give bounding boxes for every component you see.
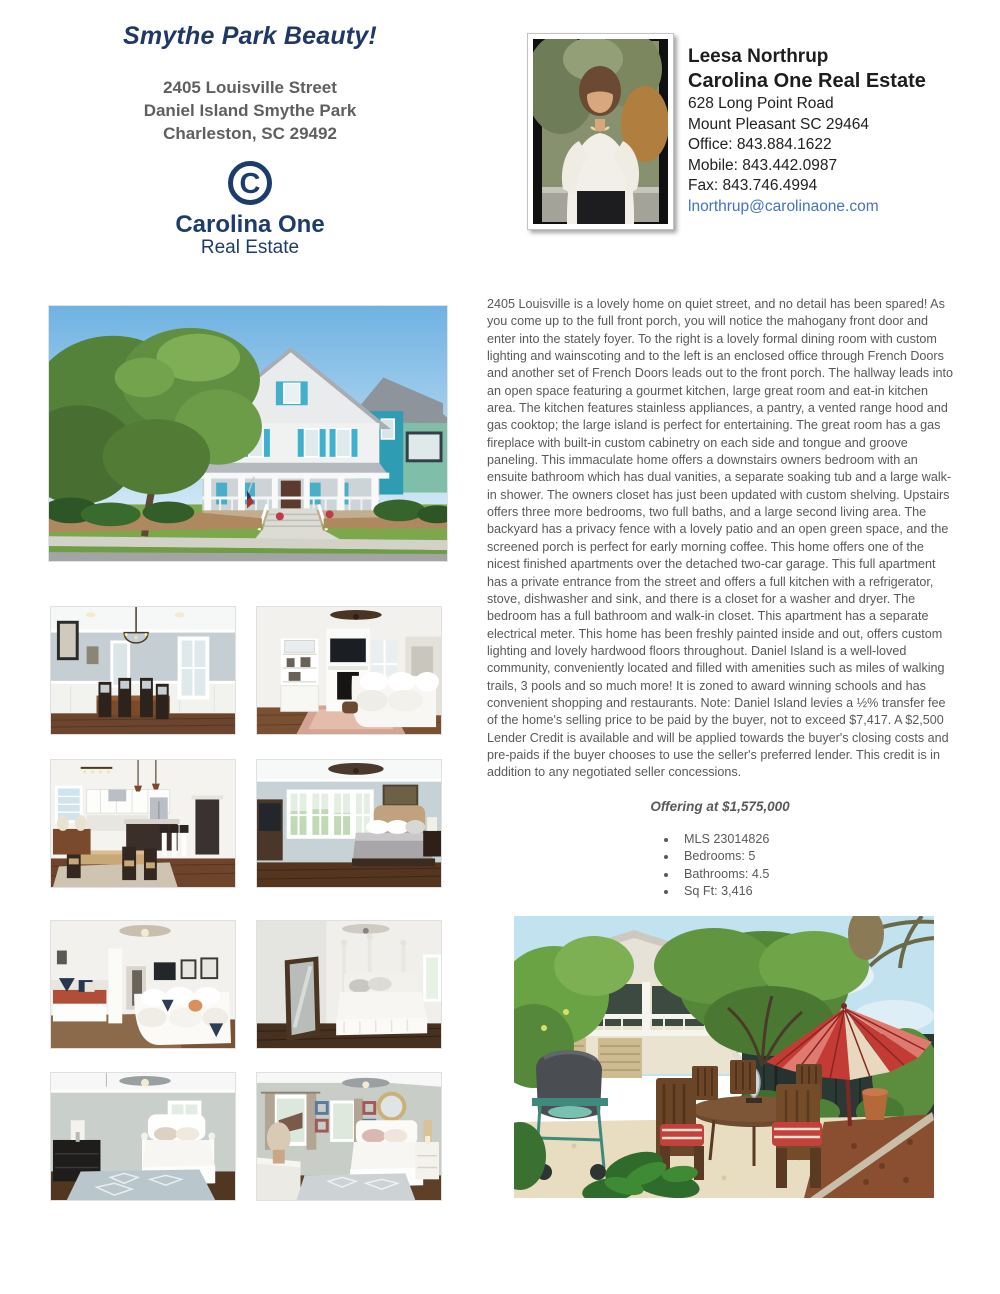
- spec-bathrooms: • Bathrooms: 4.5: [678, 866, 769, 883]
- agent-name: Leesa Northrup: [688, 46, 829, 67]
- agent-headshot-image: [533, 39, 668, 224]
- agent-street: 628 Long Point Road: [688, 95, 834, 112]
- spec-bedrooms: • Bedrooms: 5: [678, 848, 769, 865]
- listing-specs: [651, 831, 769, 900]
- agent-office-phone: Office: 843.884.1622: [688, 136, 832, 153]
- logo-tagline: Real Estate: [200, 237, 300, 258]
- agent-contact-block: [688, 44, 973, 217]
- agent-city: Mount Pleasant SC 29464: [688, 115, 869, 133]
- photo-media-room: [50, 920, 236, 1049]
- offering-price: Offering at $1,575,000: [650, 799, 790, 814]
- property-address: [50, 76, 450, 145]
- address-line: Charleston, SC 29492: [163, 124, 337, 143]
- listing-description: 2405 Louisville is a lovely home on quiet street, and no detail has been spared! As you come up to the full front porch, you will notice the mahogany front door and enter into the stately foyer. To the right is a lovely formal dining room with custom lighting and wainscoting and to the left is an enclosed office through French Doors and another set of French Doors leads out to the front porch. The hallway leads into an open space featuring a gourmet kitchen, large great room and eat-in kitchen area. The kitchen features stainless appliances, a pantry, a vented range hood and gas cooktop; the large island is perfect for entertaining. The great room has a gas fireplace with built-in custom cabinetry on each side and tongue and groove paneling. This immaculate home offers a downstairs owners bedroom with an ensuite bathroom which has dual vanities, a separate soaking tub and a large walk-in shower. The owners closet has just been updated with custom shelving. Upstairs offers three more bedrooms, two full baths, and a large second living area. The backyard has a privacy fence with a lovely patio and an open green space, and the screened porch is perfect for early morning coffee. This home offers one of the nicest finished apartments over the detached two-car garage. This full apartment has a private entrance from the street and offers a full kitchen with a refrigerator, stove, dishwasher and sink, and there is a closet for a washer and dryer. The bedroom has a full bathroom and walk-in closet. This apartment has a separate electrical meter. This home has been freshly painted inside and out, offers custom lighting and lovely hardwood floors throughout. Daniel Island is a well-loved community, conveniently located and filled with amenities such as miles of walking trails, 3 pools and so much more! It is zoned to award winning schools and has convenient shopping and restaurants. Note: Daniel Island levies a ½% transfer fee of the home's selling price to be paid by the buyer, not to exceed $7,417. A $2,500 Lender Credit is available and will be applied towards the buyer's closing costs and pre-paids if the buyer chooses to use the seller's preferred lender. This credit is in addition to any negotiated seller concessions.: [487, 297, 954, 780]
- photo-dining-room: [50, 606, 236, 735]
- carolina-one-logo-icon: [227, 160, 273, 206]
- spec-sqft: • Sq Ft: 3,416: [678, 883, 769, 900]
- photo-front-exterior: [48, 305, 448, 562]
- agent-fax: Fax: 843.746.4994: [688, 177, 818, 194]
- carolina-one-logo: [50, 160, 450, 258]
- spec-mls: • MLS 23014826: [678, 831, 769, 848]
- agent-headshot: [527, 33, 674, 230]
- photo-backyard-patio: [514, 916, 934, 1198]
- svg-text:C: C: [239, 168, 261, 200]
- agent-mobile-phone: Mobile: 843.442.0987: [688, 156, 838, 174]
- logo-name: Carolina One: [175, 211, 325, 238]
- address-line: Daniel Island Smythe Park: [143, 101, 357, 120]
- photo-master-bedroom: [256, 759, 442, 888]
- photo-guest-bedroom: [50, 1072, 236, 1201]
- agent-company: Carolina One Real Estate: [688, 70, 926, 92]
- photo-four-poster-bedroom: [256, 920, 442, 1049]
- page-title: Smythe Park Beauty!: [123, 22, 377, 50]
- address-line: 2405 Louisville Street: [163, 78, 337, 97]
- photo-kitchen: [50, 759, 236, 888]
- agent-email-link[interactable]: lnorthrup@carolinaone.com: [688, 197, 879, 215]
- photo-living-room: [256, 606, 442, 735]
- photo-bedroom-round-mirror: [256, 1072, 442, 1201]
